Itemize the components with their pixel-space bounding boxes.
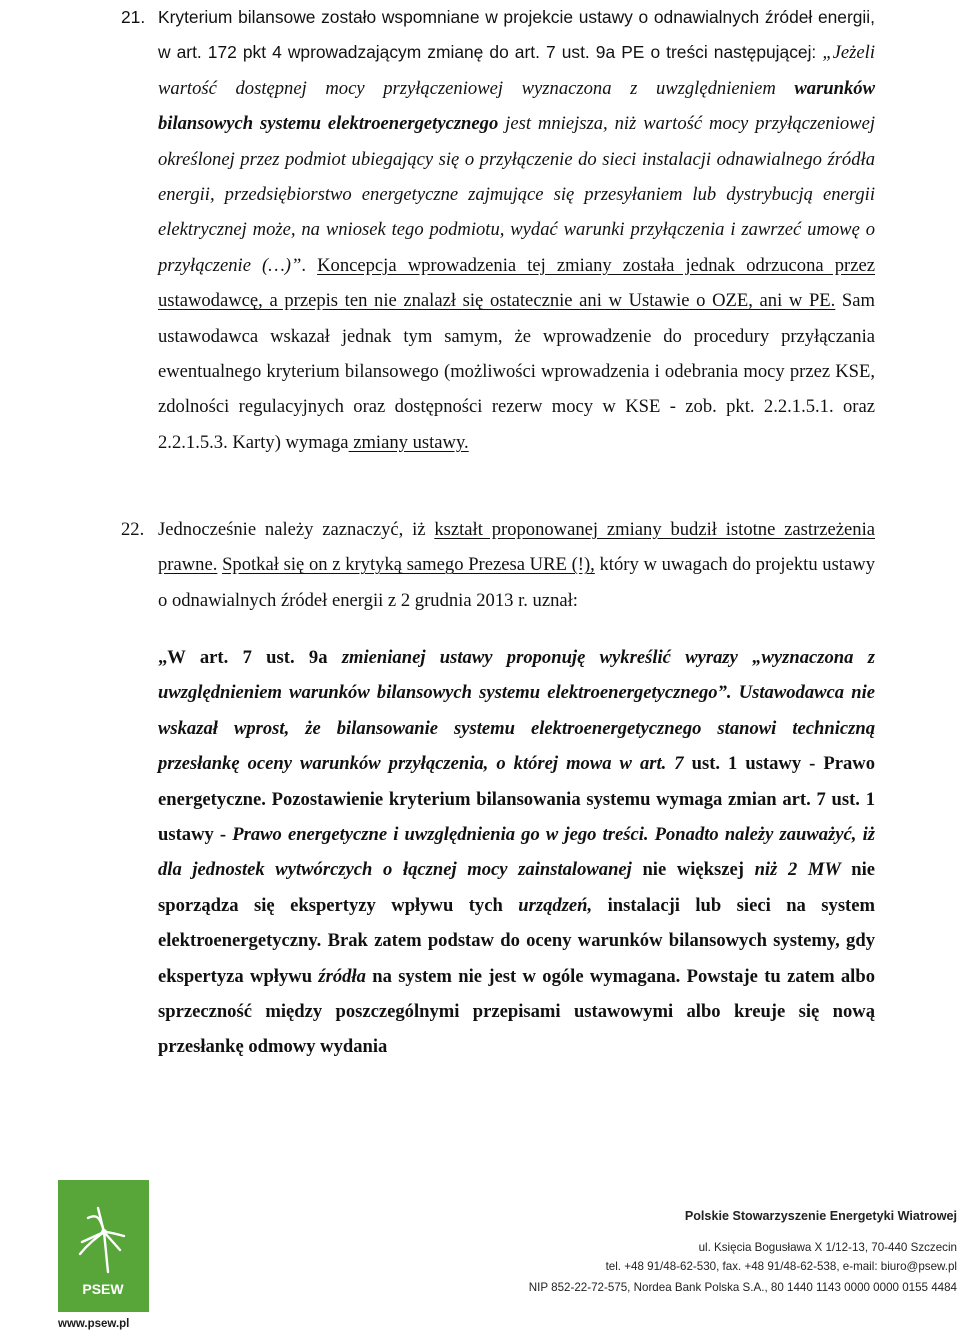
address-line: ul. Księcia Bogusława X 1/12-13, 70-440 Szczecin — [698, 1241, 957, 1254]
rejected-concept-text: Koncepcja wprowadzenia tej zmiany została jednak odrzucona przez ustawodawcę, a przepis ten nie znalazł się ostatecznie ani w Ustawie o OZE, ani w PE. — [158, 254, 875, 312]
ure-criticism-text: Spotkał się on z krytyką samego Prezesa URE (!), — [222, 554, 595, 576]
contact-line: tel. +48 91/48-62-530, fax. +48 91/48-62-538, e-mail: biuro@psew.pl — [605, 1260, 957, 1273]
quote-segment: instalacji lub sieci na system elektroenergetyczny. Brak zatem podstaw do oceny warunków bilansowych systemy, gdy ekspertyza wpływu — [158, 894, 875, 987]
paragraph-22 — [121, 512, 875, 618]
ure-quote-block — [158, 640, 875, 1065]
quote-segment: nie większej — [642, 859, 755, 881]
law-change-text: zmiany ustawy. — [348, 431, 469, 453]
paragraph-number: 21. — [121, 7, 146, 27]
quote-segment: Prawo energetyczne i uwzględnienia go w jego treści. Ponadto należy zauważyć, iż dla jednostek wytwórczych o łącznej mocy zainstalowanej — [158, 824, 875, 881]
paragraph-text-end: który w uwagach do projektu ustawy o odnawialnych źródeł energii z 2 grudnia 2013 r. uznał: — [158, 554, 875, 611]
letterhead-footer — [0, 1180, 960, 1332]
logo-text: PSEW — [82, 1281, 124, 1297]
paragraph-body — [158, 0, 875, 460]
quote-segment: urządzeń, — [518, 894, 608, 916]
organization-name: Polskie Stowarzyszenie Energetyki Wiatrowej — [684, 1209, 957, 1223]
quote-segment: niż 2 MW — [754, 859, 852, 881]
paragraph-text: Jednocześnie należy zaznaczyć, iż — [158, 519, 435, 540]
bank-line: NIP 852-22-72-575, Nordea Bank Polska S.A., 80 1440 1143 0000 0000 0155 4484 — [528, 1281, 957, 1294]
legislator-remark: Sam ustawodawca wskazał jednak tym samym, że wprowadzenie do procedury przyłączania ewentualnego kryterium bilansowego (możliwości wprowadzenia i odebrania mocy przez KSE, zdolności regulacyjnych oraz dostępności rezerw mocy w KSE - zob. pkt. 2.2.1.5.1. oraz 2.2.1.5.3. Karty) wymaga — [158, 290, 875, 453]
quoted-provision-start: „Jeżeli wartość dostępnej mocy przyłączeniowej wyznaczona z uwzględnieniem — [158, 42, 875, 99]
paragraph-body — [158, 512, 875, 618]
quote-segment: na system nie jest w ogóle wymagana. Powstaje tu zatem albo sprzeczność między poszczególnymi przepisami ustawowymi albo kreuje się nową przesłankę odmowy wydania — [158, 965, 875, 1058]
psew-logo — [58, 1180, 149, 1312]
legal-concerns-text: kształt proponowanej zmiany budził istotne zastrzeżenia prawne. — [158, 519, 875, 576]
quoted-provision-end: jest mniejsza, niż wartość mocy przyłączeniowej określonej przez podmiot ubiegający się o przyłączenie do sieci instalacji odnawialnego źródła energii, przedsiębiorstwo energetyczne zajmujące się przesyłaniem lub dystrybucją energii elektrycznej może, na wniosek tego podmiotu, wydać warunki przyłączenia i zawrzeć umowę o przyłączenie (…)” — [158, 113, 875, 276]
quote-segment: zmienianej ustawy proponuję wykreślić wyrazy „wyznaczona z uwzględnieniem warunków bilansowych systemu elektroenergetycznego”. Ustawodawca nie wskazał wprost, że bilansowanie systemu elektroenergetycznego stanowi techniczną przesłankę oceny warunków przyłączenia, o której mowa w art. 7 — [158, 647, 875, 775]
quote-segment: „W art. 7 ust. 9a — [158, 647, 342, 668]
quote-segment: źródła — [318, 965, 373, 987]
paragraph-21 — [121, 0, 875, 460]
quote-segment: ust. 1 ustawy - Prawo energetyczne. Pozostawienie kryterium bilansowania systemu wymaga zmian art. 7 ust. 1 ustawy - — [158, 753, 875, 846]
quoted-provision-emphasis: warunków bilansowych systemu elektroenergetycznego — [158, 77, 875, 135]
quote-segment: nie sporządza się ekspertyzy wpływu tych — [158, 859, 875, 916]
website-url[interactable]: www.psew.pl — [58, 1318, 130, 1330]
paragraph-number: 22. — [121, 519, 145, 540]
wind-turbine-icon — [58, 1180, 149, 1312]
paragraph-intro: Kryterium bilansowe zostało wspomniane w projekcie ustawy o odnawialnych źródeł energii, w art. 172 pkt 4 wprowadzającym zmianę do art. 7 ust. 9a PE o treści następującej: — [158, 7, 875, 63]
separator: . — [301, 254, 318, 276]
